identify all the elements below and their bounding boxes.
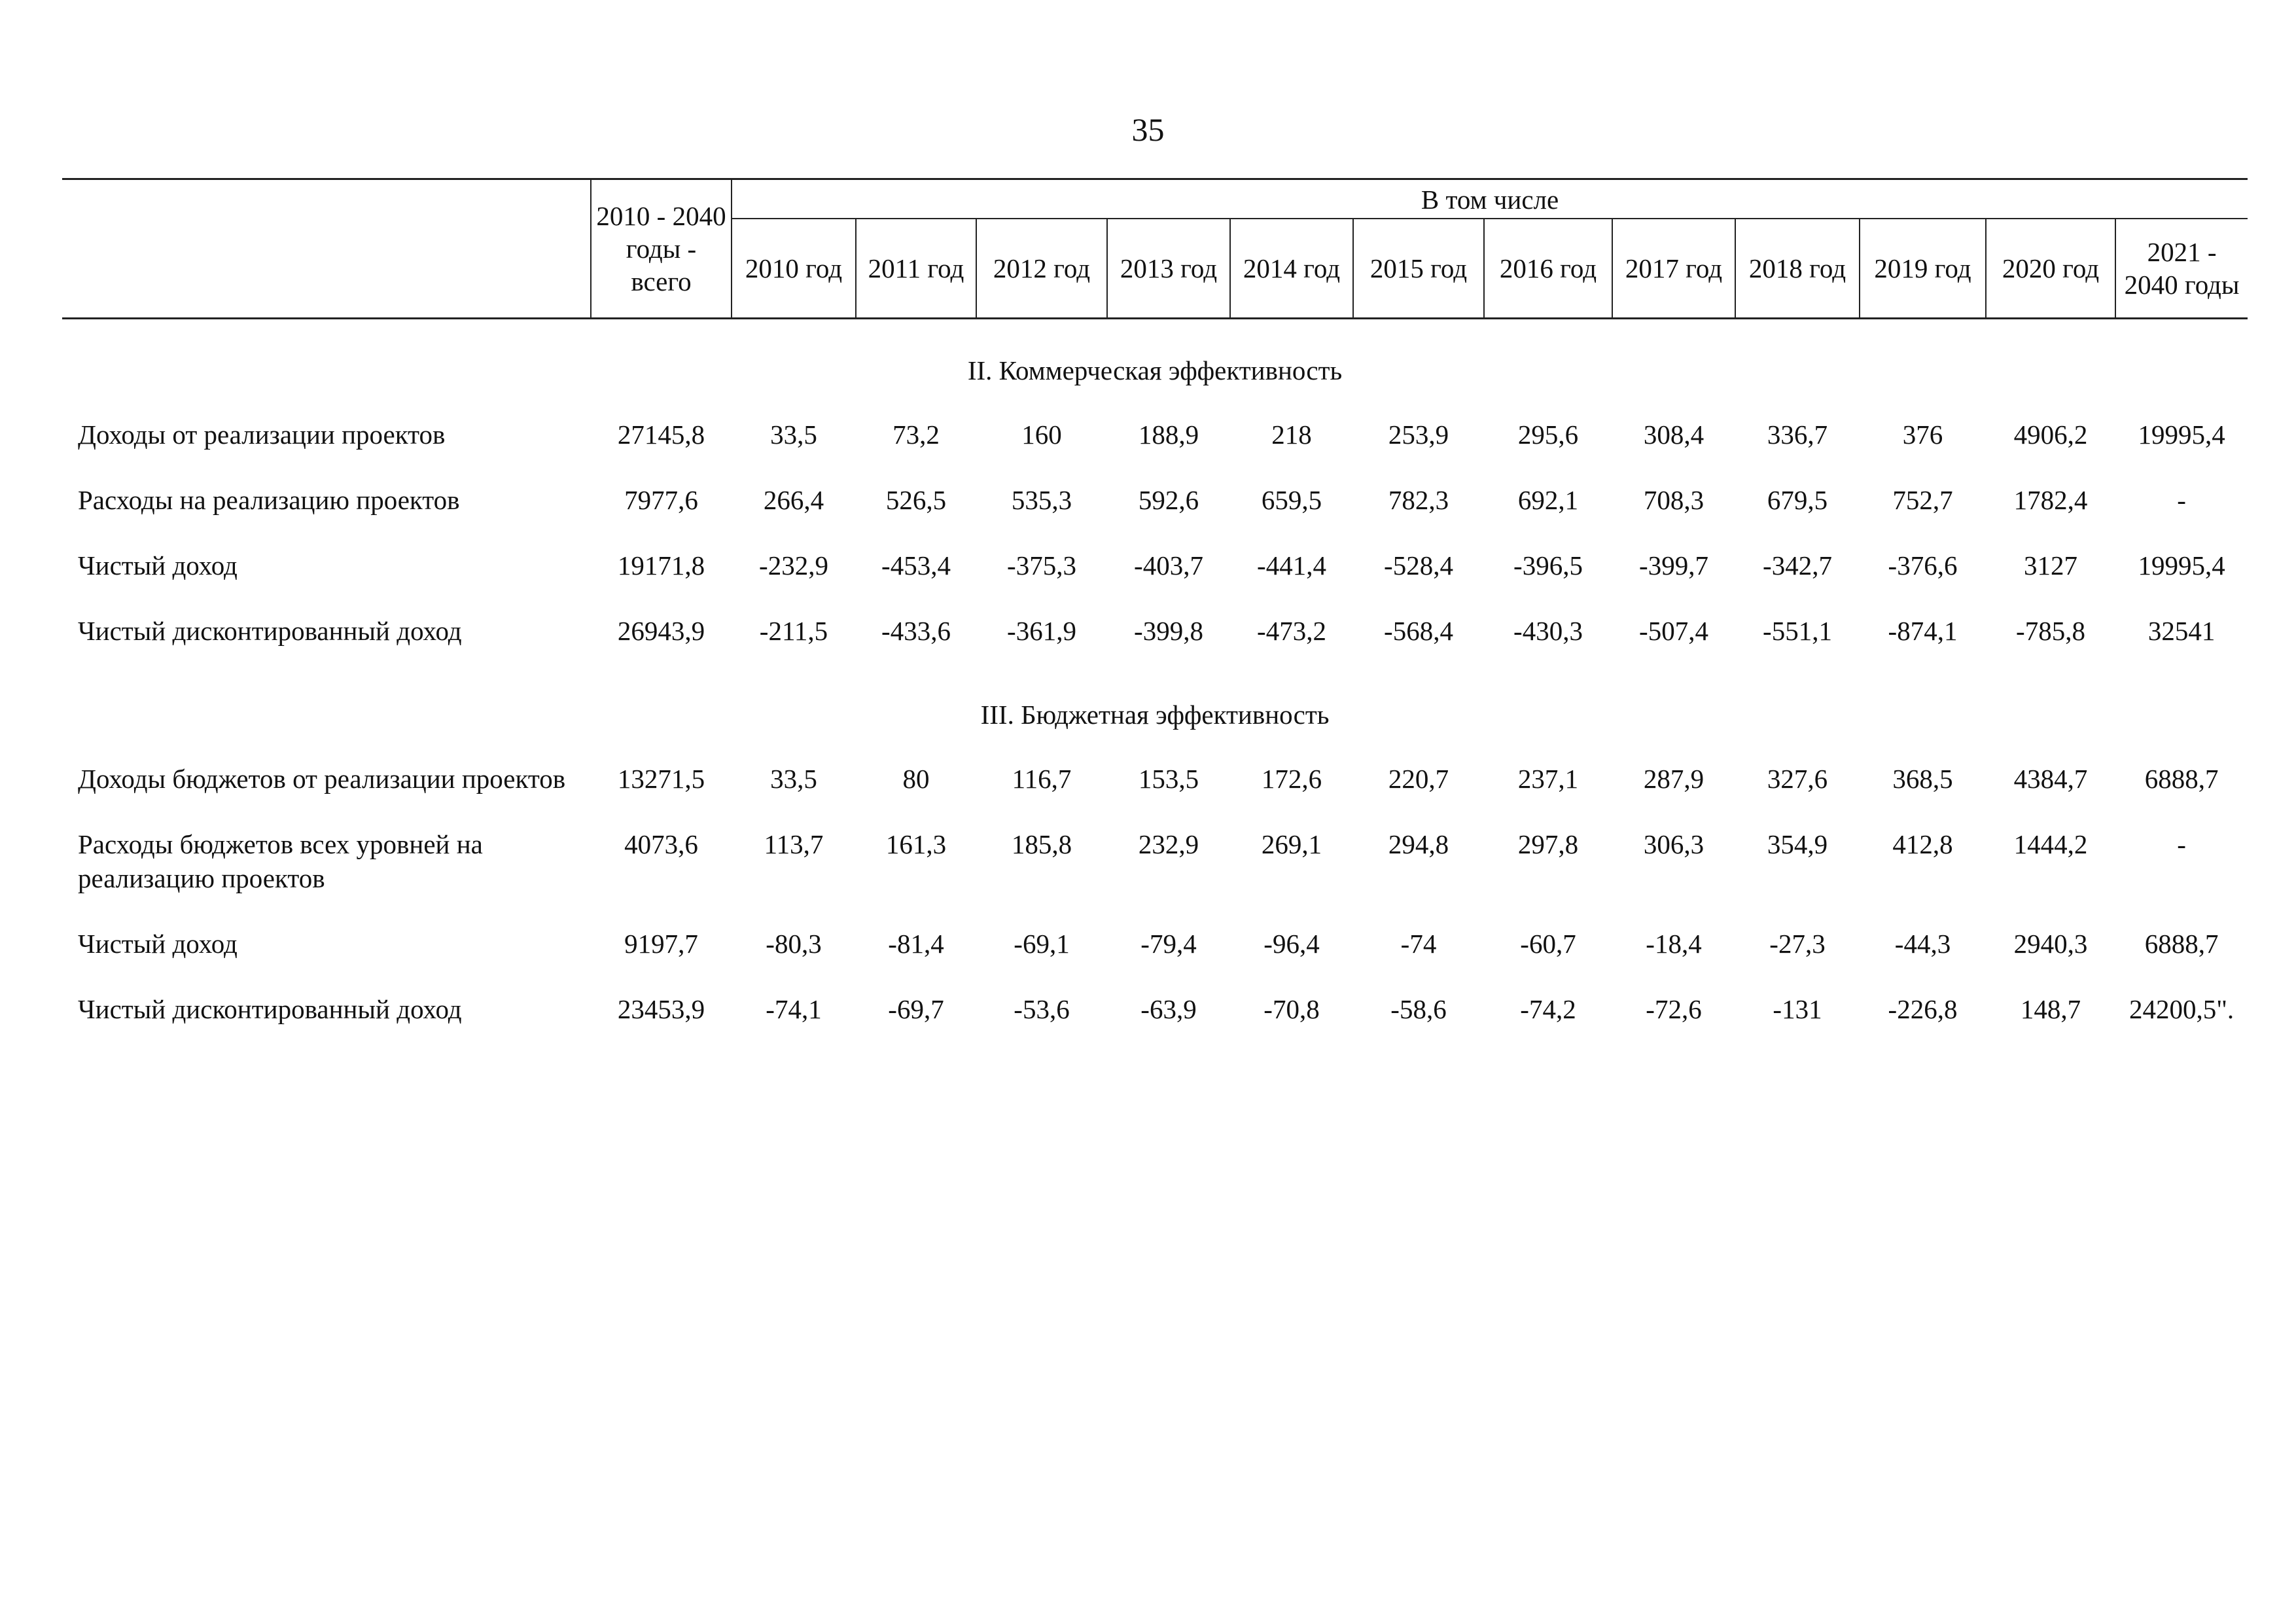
row-value: - (2177, 829, 2186, 859)
row-value: 368,5 (1892, 764, 1953, 794)
row-total: 4073,6 (624, 829, 698, 859)
row-total: 26943,9 (617, 616, 705, 646)
header-period: 2017 год (1612, 219, 1735, 319)
row-value: -361,9 (1007, 616, 1076, 646)
row-value: 185,8 (1011, 829, 1072, 859)
row-value: -528,4 (1384, 550, 1453, 580)
header-period: 2013 год (1107, 219, 1230, 319)
header-group: В том числе (732, 179, 2248, 219)
row-value: 218 (1271, 419, 1312, 450)
row-value: 113,7 (764, 829, 824, 859)
row-value: -72,6 (1646, 994, 1702, 1024)
row-value: 3127 (2024, 550, 2077, 580)
row-value: -18,4 (1646, 929, 1702, 959)
table-row (62, 812, 2248, 911)
header-label-cell (62, 179, 591, 319)
row-label: Доходы бюджетов от реализации проектов (78, 764, 566, 794)
row-value: 19995,4 (2138, 419, 2225, 450)
table-row (62, 746, 2248, 812)
row-value: -342,7 (1763, 550, 1832, 580)
row-value: 73,2 (892, 419, 940, 450)
header-period: 2015 год (1353, 219, 1484, 319)
row-value: 297,8 (1517, 829, 1579, 859)
row-total: 23453,9 (617, 994, 705, 1024)
row-value: -53,6 (1014, 994, 1070, 1024)
row-value: 6888,7 (2144, 929, 2219, 959)
row-value: -74,2 (1520, 994, 1576, 1024)
row-value: -44,3 (1894, 929, 1951, 959)
row-value: 287,9 (1643, 764, 1704, 794)
table-header (62, 179, 2248, 319)
section-title: II. Коммерческая эффективность (967, 355, 1343, 385)
row-value: 160 (1021, 419, 1062, 450)
row-value: 80 (902, 764, 930, 794)
row-value: 1444,2 (2013, 829, 2088, 859)
row-value: 592,6 (1138, 485, 1199, 515)
row-value: -433,6 (881, 616, 951, 646)
section-row (62, 664, 2248, 746)
row-value: 336,7 (1767, 419, 1828, 450)
row-value: -399,8 (1134, 616, 1203, 646)
row-value: 237,1 (1517, 764, 1579, 794)
row-value: 148,7 (2020, 994, 2081, 1024)
row-value: -232,9 (759, 550, 828, 580)
row-label: Чистый доход (78, 550, 238, 580)
table-body (62, 319, 2248, 1043)
row-value: 161,3 (885, 829, 947, 859)
header-period: 2021 - 2040 годы (2115, 219, 2248, 319)
row-value: 376 (1902, 419, 1943, 450)
row-value: 4906,2 (2013, 419, 2088, 450)
row-value: 33,5 (770, 764, 817, 794)
header-total: 2010 - 2040 годы - всего (591, 179, 732, 319)
row-value: 266,4 (763, 485, 824, 515)
header-period: 2018 год (1735, 219, 1860, 319)
row-value: -69,1 (1014, 929, 1070, 959)
row-value: -403,7 (1134, 550, 1203, 580)
header-period: 2016 год (1484, 219, 1612, 319)
row-value: 188,9 (1138, 419, 1199, 450)
table-row (62, 976, 2248, 1042)
row-value: 782,3 (1388, 485, 1449, 515)
row-value: 6888,7 (2144, 764, 2219, 794)
row-value: 659,5 (1261, 485, 1322, 515)
row-value: -507,4 (1639, 616, 1708, 646)
row-value: -69,7 (888, 994, 944, 1024)
row-value: -430,3 (1513, 616, 1583, 646)
row-total: 9197,7 (624, 929, 698, 959)
row-value: 327,6 (1767, 764, 1828, 794)
row-value: 153,5 (1138, 764, 1199, 794)
row-value: -96,4 (1263, 929, 1320, 959)
row-value: 679,5 (1767, 485, 1828, 515)
row-total: 27145,8 (617, 419, 705, 450)
efficiency-table-container (62, 178, 2248, 1042)
row-total: 13271,5 (617, 764, 705, 794)
efficiency-table (62, 178, 2248, 1042)
row-value: 220,7 (1388, 764, 1449, 794)
section-row (62, 319, 2248, 402)
row-value: 708,3 (1643, 485, 1704, 515)
row-value: 253,9 (1388, 419, 1449, 450)
row-value: 232,9 (1138, 829, 1199, 859)
row-value: -211,5 (759, 616, 828, 646)
row-value: -131 (1773, 994, 1822, 1024)
table-row (62, 598, 2248, 664)
page-number: 35 (1131, 111, 1165, 148)
row-value: -80,3 (766, 929, 822, 959)
row-value: -551,1 (1763, 616, 1832, 646)
row-value: -81,4 (888, 929, 944, 959)
row-value: 308,4 (1643, 419, 1704, 450)
row-value: -396,5 (1513, 550, 1583, 580)
row-value: - (2177, 485, 2186, 515)
header-period: 2010 год (732, 219, 856, 319)
row-value: -874,1 (1888, 616, 1958, 646)
header-period: 2011 год (856, 219, 976, 319)
row-value: 354,9 (1767, 829, 1828, 859)
row-label: Доходы от реализации проектов (78, 419, 446, 450)
row-value: -453,4 (881, 550, 951, 580)
row-value: -568,4 (1384, 616, 1453, 646)
row-value: -441,4 (1257, 550, 1326, 580)
header-period: 2014 год (1230, 219, 1353, 319)
row-value: 4384,7 (2013, 764, 2088, 794)
row-value: 295,6 (1517, 419, 1579, 450)
row-value: 526,5 (885, 485, 947, 515)
row-value: 32541 (2147, 616, 2216, 646)
header-period: 2019 год (1860, 219, 1986, 319)
row-label: Чистый доход (78, 929, 238, 959)
row-value: 116,7 (1012, 764, 1072, 794)
row-value: 1782,4 (2013, 485, 2088, 515)
row-value: -375,3 (1007, 550, 1076, 580)
row-value: -473,2 (1257, 616, 1326, 646)
row-value: 2940,3 (2013, 929, 2088, 959)
row-value: -399,7 (1639, 550, 1708, 580)
row-total: 7977,6 (624, 485, 698, 515)
table-row (62, 467, 2248, 533)
row-value: 752,7 (1892, 485, 1953, 515)
row-value: -785,8 (2016, 616, 2085, 646)
table-row (62, 533, 2248, 598)
row-label: Расходы на реализацию проектов (78, 485, 460, 515)
row-value: 535,3 (1011, 485, 1072, 515)
row-value: -226,8 (1888, 994, 1958, 1024)
row-value: -74 (1400, 929, 1437, 959)
row-value: -63,9 (1140, 994, 1197, 1024)
row-label: Чистый дисконтированный доход (78, 616, 462, 646)
row-value: -74,1 (766, 994, 822, 1024)
row-value: 172,6 (1261, 764, 1322, 794)
row-value: 19995,4 (2138, 550, 2225, 580)
row-total: 19171,8 (617, 550, 705, 580)
row-value: 692,1 (1517, 485, 1579, 515)
row-value: -376,6 (1888, 550, 1958, 580)
header-period: 2020 год (1986, 219, 2115, 319)
row-value: 306,3 (1643, 829, 1704, 859)
row-value: 33,5 (770, 419, 817, 450)
row-value: 24200,5". (2128, 994, 2234, 1024)
row-value: 269,1 (1261, 829, 1322, 859)
header-period: 2012 год (976, 219, 1107, 319)
section-title: III. Бюджетная эффективность (980, 700, 1330, 730)
row-value: -27,3 (1769, 929, 1826, 959)
table-row (62, 402, 2248, 467)
row-value: -79,4 (1140, 929, 1197, 959)
row-label: Чистый дисконтированный доход (78, 994, 462, 1024)
row-value: 412,8 (1892, 829, 1953, 859)
row-value: 294,8 (1388, 829, 1449, 859)
table-row (62, 911, 2248, 976)
row-value: -70,8 (1263, 994, 1320, 1024)
row-value: -60,7 (1520, 929, 1576, 959)
row-label: Расходы бюджетов всех уровней на реализацию проектов (78, 829, 483, 893)
row-value: -58,6 (1390, 994, 1447, 1024)
